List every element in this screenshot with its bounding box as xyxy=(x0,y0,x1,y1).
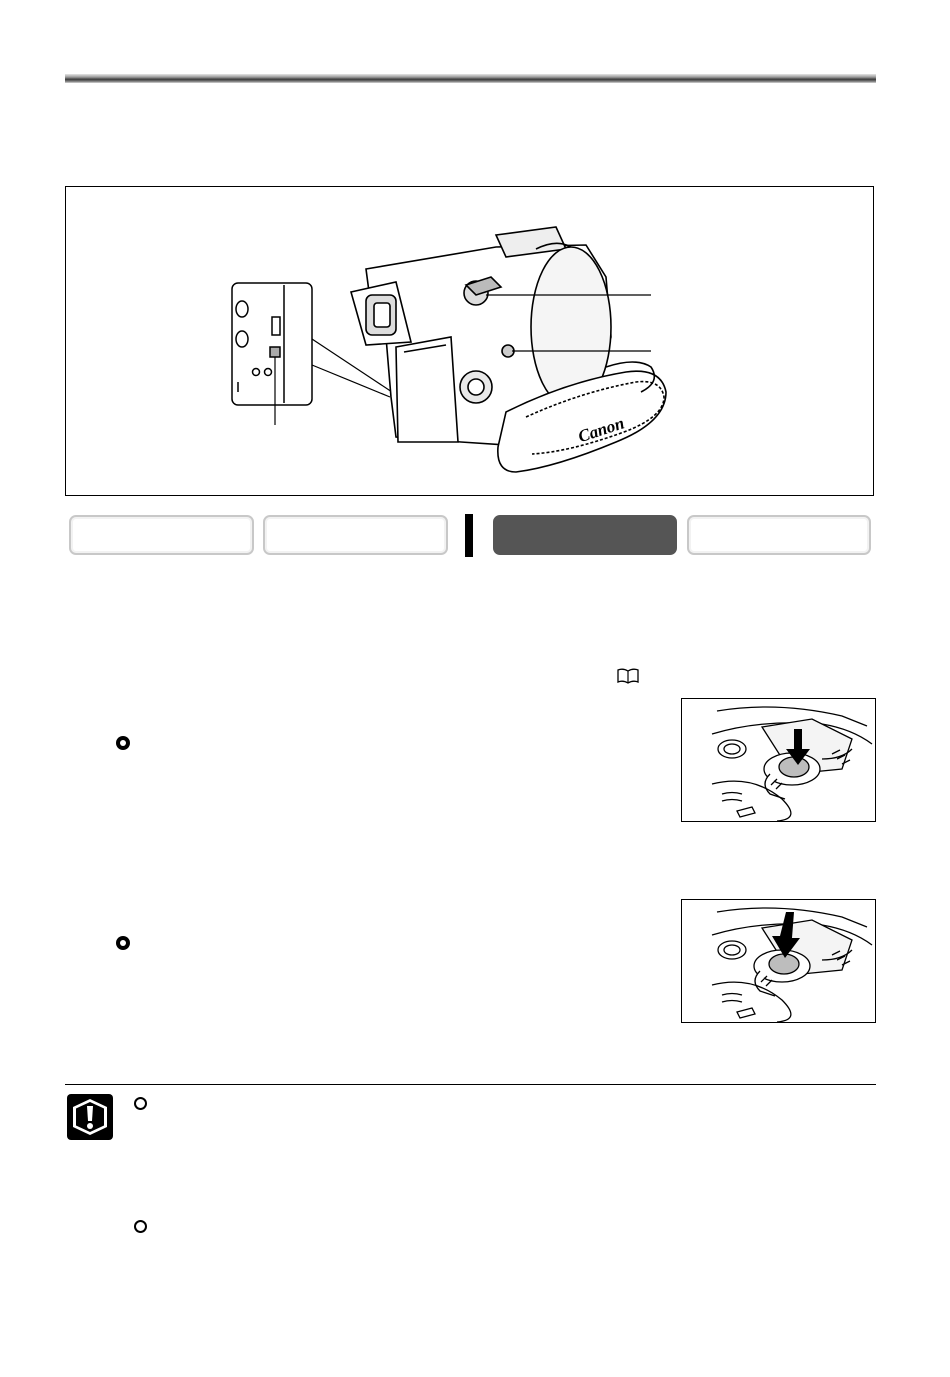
tab-4[interactable] xyxy=(687,515,871,555)
tab-divider xyxy=(465,514,473,557)
header-rule xyxy=(65,74,876,83)
shutter-full-press-photo xyxy=(681,899,876,1023)
caution-icon xyxy=(66,1093,114,1141)
note-bullet-icon-2 xyxy=(134,1220,147,1233)
brand-logo: Canon xyxy=(575,413,627,447)
note-bullet-icon xyxy=(134,1097,147,1110)
tab-3-active[interactable] xyxy=(493,515,677,555)
notes-rule xyxy=(65,1084,876,1085)
book-icon xyxy=(617,668,639,684)
step-bullet-icon-2 xyxy=(116,936,130,950)
shutter-half-press-photo xyxy=(681,698,876,822)
tab-2[interactable] xyxy=(263,515,448,555)
camcorder-figure xyxy=(65,186,874,496)
step-bullet-icon xyxy=(116,736,130,750)
tab-1[interactable] xyxy=(69,515,254,555)
inset-detail xyxy=(232,283,312,405)
camcorder-illustration xyxy=(66,187,875,497)
